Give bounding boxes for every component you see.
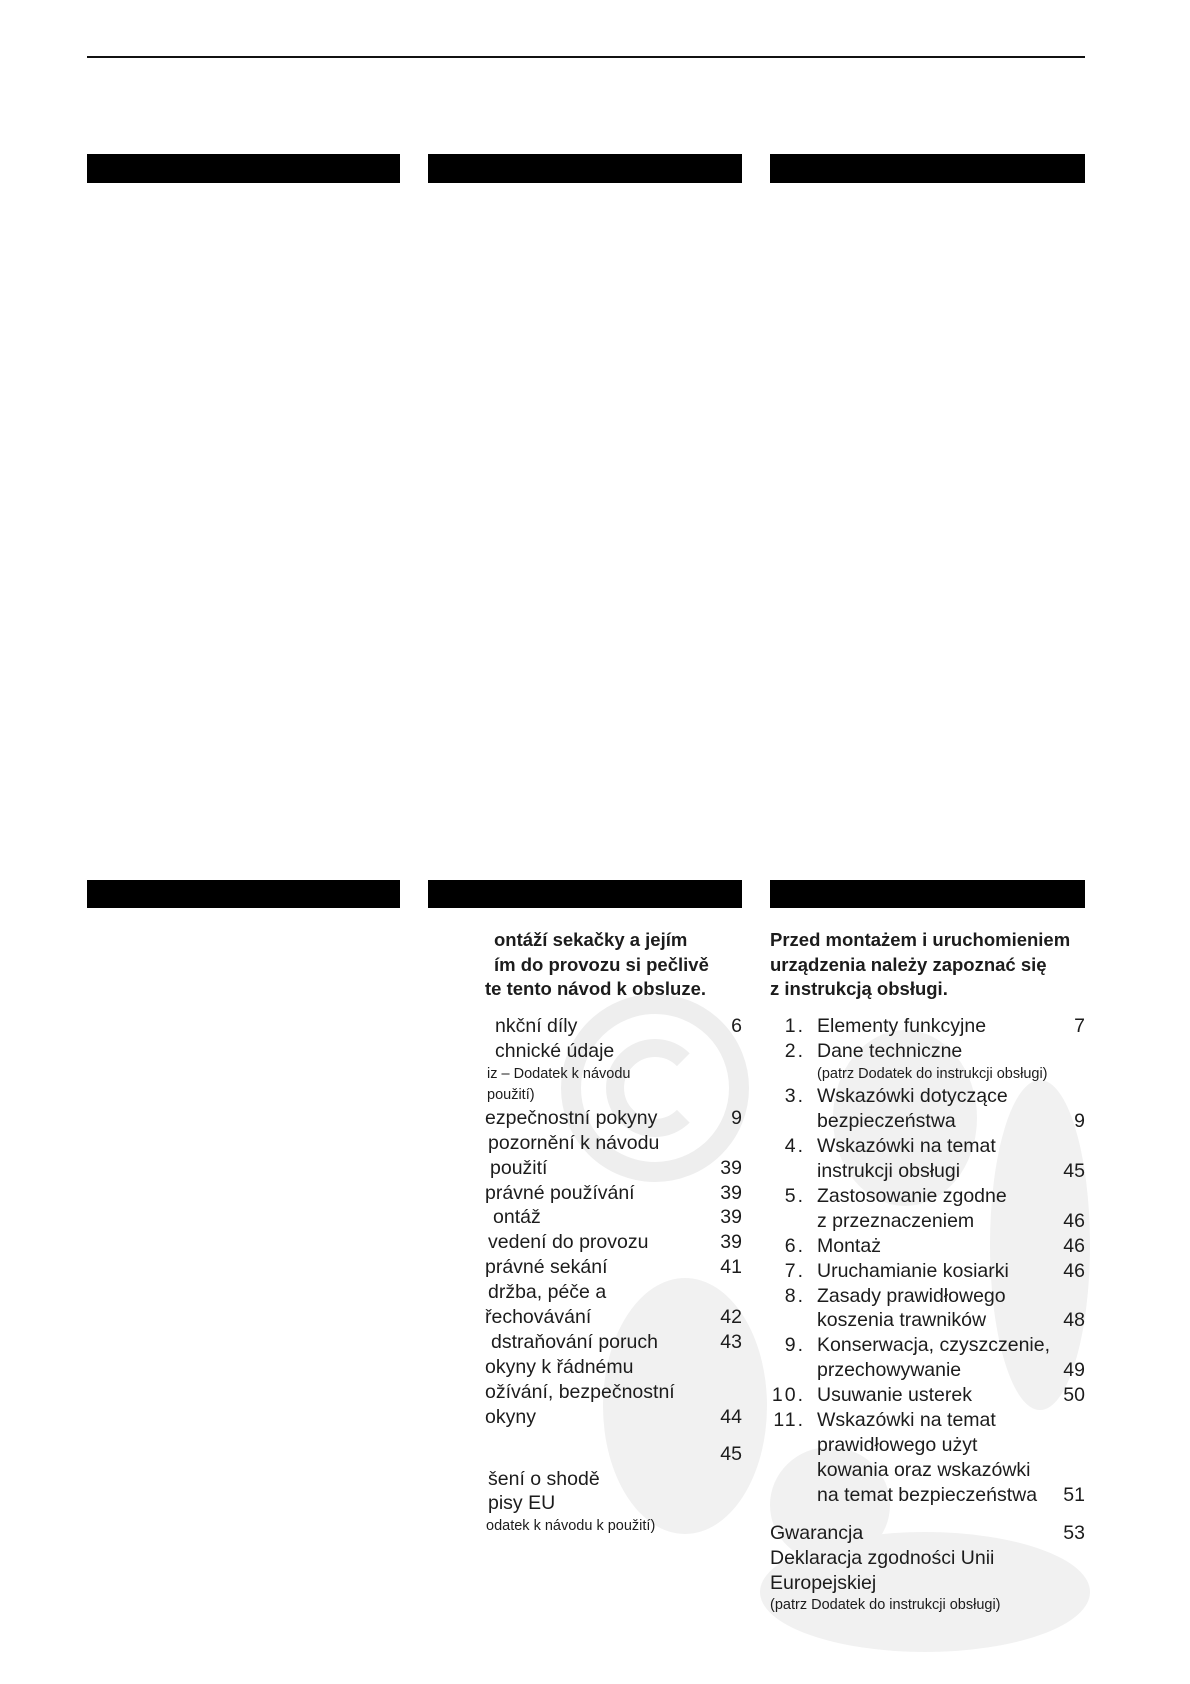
toc-entry-page: 46	[1063, 1259, 1085, 1282]
toc-entry-page: 46	[1063, 1209, 1085, 1232]
czech-intro	[485, 928, 742, 1002]
toc-row-text: šení o shodě	[488, 1467, 600, 1490]
toc-entry-number: 1.	[784, 1015, 805, 1037]
toc-entry-line: instrukcji obsługi	[817, 1160, 961, 1183]
column-header-bar	[87, 154, 400, 183]
intro-line: z instrukcją obsługi.	[770, 978, 948, 999]
toc-entry-line: Wskazówki na temat	[817, 1135, 996, 1158]
toc-row	[485, 1131, 742, 1156]
toc-entry	[770, 1234, 1085, 1259]
toc-entry-number: 10.	[771, 1384, 805, 1407]
toc-row-page: 39	[720, 1181, 742, 1204]
toc-row-text: použití	[490, 1156, 548, 1179]
toc-entry-note: (patrz Dodatek do instrukcji obsługi)	[817, 1065, 1048, 1082]
toc-row-text: použití)	[487, 1086, 535, 1103]
toc-row	[485, 1442, 742, 1467]
toc-entry-number: 8.	[784, 1284, 805, 1307]
toc-entry-line: Zasady prawidłowego	[817, 1284, 1006, 1307]
toc-entry-line: Uruchamianie kosiarki	[817, 1259, 1009, 1282]
appendix-line: Deklaracja zgodności Unii	[770, 1546, 995, 1569]
toc-row-page: 39	[720, 1156, 742, 1179]
toc-row-page: 43	[720, 1330, 742, 1353]
toc-row-text: iz – Dodatek k návodu	[487, 1065, 631, 1082]
toc-entry-page: 49	[1063, 1359, 1085, 1382]
toc-entry-line: Dane techniczne	[817, 1039, 963, 1062]
toc-entry-number: 4.	[784, 1135, 805, 1158]
toc-entry-page: 7	[1074, 1015, 1085, 1037]
intro-line: ím do provozu si pečlivě	[494, 953, 709, 975]
intro-line: Przed montażem i uruchomieniem	[770, 929, 1071, 950]
column-header-bar	[770, 880, 1085, 908]
toc-entry-line: Usuwanie usterek	[817, 1384, 972, 1407]
toc-entry-line: Wskazówki dotyczące	[817, 1085, 1008, 1108]
toc-entry-number: 9.	[784, 1334, 805, 1357]
toc-row	[485, 1467, 742, 1492]
toc-entry-page: 9	[1074, 1110, 1085, 1133]
toc-entry-number: 6.	[784, 1234, 805, 1257]
toc-entry-line: przechowywanie	[817, 1359, 962, 1382]
appendix-line: Europejskiej	[770, 1571, 877, 1594]
toc-row-note	[485, 1085, 742, 1106]
toc-row	[485, 1255, 742, 1280]
toc-entry	[770, 1383, 1085, 1408]
toc-entry	[770, 1333, 1085, 1383]
toc-row-text: odatek k návodu k použití)	[486, 1518, 656, 1535]
toc-row-text: dstraňování poruch	[491, 1330, 658, 1353]
toc-entry-number: 11.	[773, 1409, 805, 1432]
appendix-entry	[770, 1521, 1085, 1546]
toc-entry-line: Konserwacja, czyszczenie,	[817, 1334, 1051, 1357]
toc-row	[485, 1039, 742, 1064]
toc-row-text: okyny	[485, 1405, 536, 1428]
toc-entry-number: 7.	[784, 1259, 805, 1282]
toc-row-text: ontáž	[493, 1206, 541, 1229]
toc-row-page: 45	[720, 1442, 742, 1465]
toc-row	[485, 1106, 742, 1131]
column-header-bar	[770, 154, 1085, 183]
toc-row-text: chnické údaje	[495, 1039, 615, 1062]
appendix-list	[770, 1521, 1085, 1616]
toc-row	[485, 1014, 742, 1039]
intro-line: urządzenia należy zapoznać się	[770, 953, 1047, 975]
toc-entry-page: 45	[1063, 1160, 1085, 1183]
toc-entry-page: 48	[1063, 1309, 1085, 1332]
toc-entry-page: 46	[1063, 1234, 1085, 1257]
toc-row	[485, 1355, 742, 1380]
toc-row-note	[485, 1516, 742, 1537]
czech-toc	[485, 1014, 742, 1537]
toc-entry	[770, 1184, 1085, 1234]
toc-entry	[770, 1259, 1085, 1284]
toc-row-note	[485, 1064, 742, 1085]
toc-entry-number: 2.	[784, 1039, 805, 1062]
toc-row-text: právné používání	[485, 1181, 635, 1204]
toc-entry	[770, 1084, 1085, 1134]
toc-entry	[770, 1039, 1085, 1084]
toc-entry-number: 5.	[784, 1184, 805, 1207]
toc-entry-line: bezpieczeństwa	[817, 1110, 956, 1133]
toc-entry	[770, 1408, 1085, 1508]
toc-entry-line: z przeznaczeniem	[817, 1209, 975, 1232]
toc-row-page: 6	[731, 1015, 742, 1037]
column-header-bar	[87, 880, 400, 908]
toc-row	[485, 1280, 742, 1305]
intro-line: ontáží sekačky a jejím	[494, 929, 688, 950]
toc-row-text: řechovávání	[485, 1306, 592, 1329]
toc-row	[485, 1380, 742, 1405]
toc-row-text: nkční díly	[495, 1015, 578, 1037]
toc-row	[485, 1305, 742, 1330]
toc-entry-line: Elementy funkcyjne	[817, 1015, 987, 1037]
toc-entry-line: Montaż	[817, 1234, 881, 1257]
header-rule	[87, 56, 1085, 58]
toc-row-page: 39	[720, 1206, 742, 1229]
toc-row-page: 42	[720, 1306, 742, 1329]
toc-row-text: ožívání, bezpečnostní	[485, 1380, 675, 1403]
toc-row-page: 44	[720, 1405, 742, 1428]
toc-entry-line: na temat bezpieczeństwa	[817, 1483, 1038, 1506]
toc-row-text: držba, péče a	[488, 1281, 607, 1304]
toc-entry	[770, 1014, 1085, 1039]
toc-entry-line: kowania oraz wskazówki	[817, 1458, 1031, 1481]
toc-row-text: vedení do provozu	[488, 1231, 649, 1254]
appendix-line: Gwarancja	[770, 1521, 864, 1544]
toc-row	[485, 1230, 742, 1255]
toc-entry-line: koszenia trawników	[817, 1309, 987, 1332]
appendix-entry	[770, 1546, 1085, 1616]
toc-row-page: 39	[720, 1231, 742, 1254]
toc-entry-page: 51	[1063, 1483, 1085, 1506]
toc-row	[485, 1491, 742, 1516]
toc-row	[485, 1181, 742, 1206]
toc-entry	[770, 1284, 1085, 1334]
toc-row-text: pisy EU	[488, 1492, 556, 1515]
column-header-bar	[428, 880, 742, 908]
toc-row	[485, 1330, 742, 1355]
toc-row-page: 9	[731, 1106, 742, 1129]
toc-row	[485, 1405, 742, 1430]
toc-row-text: právné sekání	[485, 1256, 608, 1279]
toc-row-text: okyny k řádnému	[485, 1355, 634, 1378]
toc-entry-number: 3.	[784, 1085, 805, 1108]
polish-intro	[770, 928, 1085, 1002]
toc-entry-line: Wskazówki na temat	[817, 1409, 996, 1432]
polish-toc	[770, 1014, 1085, 1616]
intro-line: te tento návod k obsluze.	[485, 978, 706, 999]
toc-row-text: pozornění k návodu	[488, 1131, 660, 1154]
toc-row	[485, 1205, 742, 1230]
toc-row-text: ezpečnostní pokyny	[485, 1106, 658, 1129]
toc-row-page: 41	[720, 1256, 742, 1279]
appendix-note: (patrz Dodatek do instrukcji obsługi)	[770, 1597, 1001, 1614]
toc-entry-page: 50	[1063, 1384, 1085, 1407]
toc-entry	[770, 1134, 1085, 1184]
appendix-page: 53	[1063, 1521, 1085, 1544]
toc-entry-line: Zastosowanie zgodne	[817, 1184, 1007, 1207]
toc-entry-line: prawidłowego użyt	[817, 1434, 978, 1456]
toc-row	[485, 1156, 742, 1181]
column-header-bar	[428, 154, 742, 183]
